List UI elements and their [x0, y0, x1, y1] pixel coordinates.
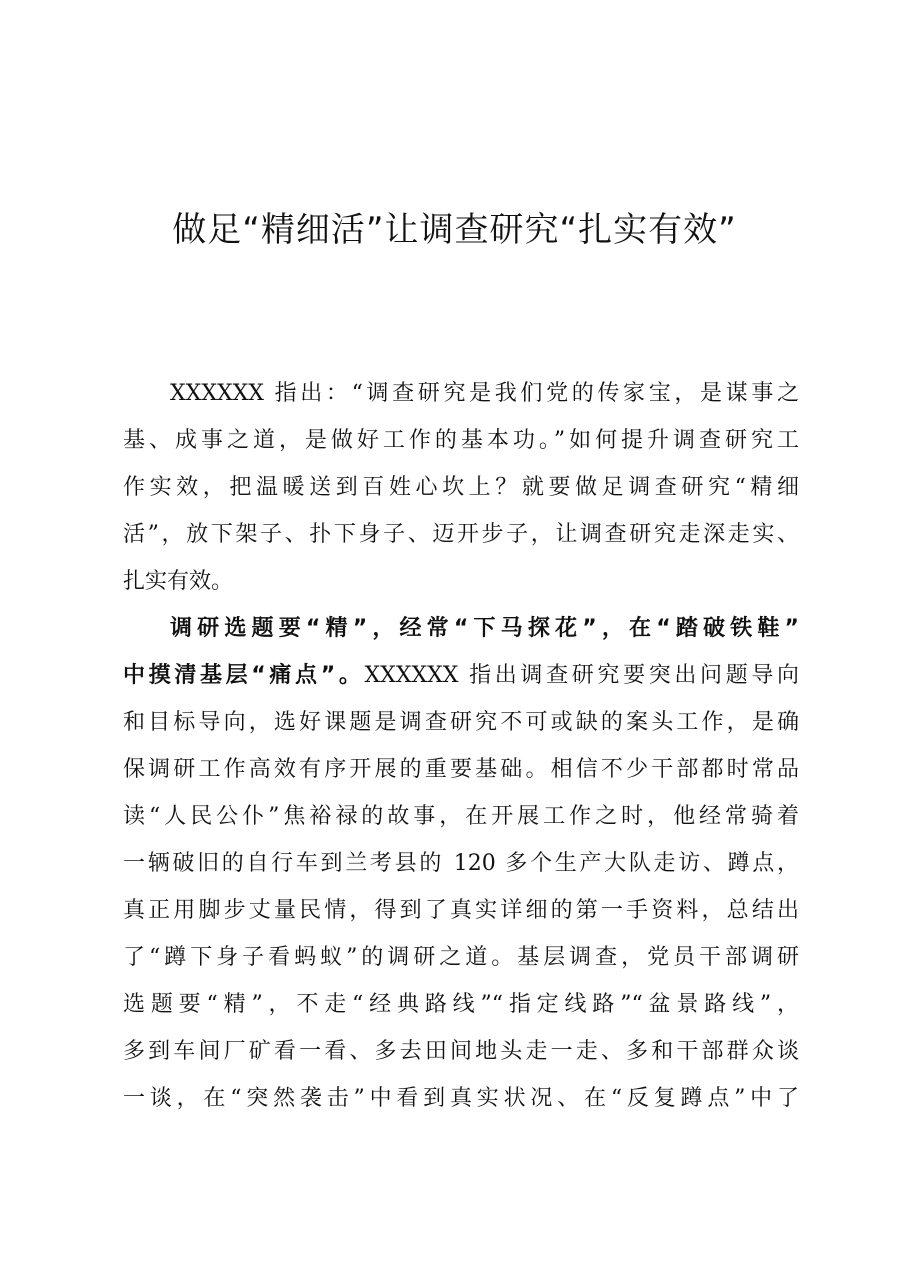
paragraph-intro [123, 374, 799, 609]
paragraph-line: 选题要“精”，不走“经典路线”“指定线路”“盆景路线”， [123, 992, 799, 1017]
paragraph-lead-line: 调研选题要“精”，经常“下马探花”，在“踏破铁鞋” [170, 616, 799, 641]
paragraph-line: 基、成事之道，是做好工作的基本功。”如何提升调查研究工 [123, 428, 799, 453]
paragraph-line: 作实效，把温暖送到百姓心坎上？就要做足调查研究“精细 [123, 475, 799, 500]
paragraph-lead-text: 中摸清基层“痛点”。 [123, 663, 365, 688]
paragraph-line: 保调研工作高效有序开展的重要基础。相信不少干部都时常品 [123, 757, 799, 782]
paragraph-line: 一辆破旧的自行车到兰考县的 120 多个生产大队走访、蹲点， [123, 851, 799, 876]
paragraph-line: 扎实有效。 [123, 569, 234, 594]
paragraph-line: 真正用脚步丈量民情，得到了真实详细的第一手资料，总结出 [123, 898, 799, 923]
paragraph-line: 读“人民公仆”焦裕禄的故事，在开展工作之时，他经常骑着 [123, 804, 799, 829]
paragraph-line: 和目标导向，选好课题是调查研究不可或缺的案头工作，是确 [123, 710, 799, 735]
paragraph-line: 活”，放下架子、扑下身子、迈开步子，让调查研究走深走实、 [123, 522, 799, 547]
paragraph-topic-selection [123, 609, 799, 1126]
document-title: 做足“精细活”让调查研究“扎实有效” [172, 210, 737, 250]
paragraph-line: 多到车间厂矿看一看、多去田间地头走一走、多和干部群众谈 [123, 1039, 799, 1064]
paragraph-line: 一谈，在“突然袭击”中看到真实状况、在“反复蹲点”中了 [123, 1086, 799, 1111]
paragraph-text: XXXXXX 指出调查研究要突出问题导向 [364, 663, 800, 688]
paragraph-line: XXXXXX 指出：“调查研究是我们党的传家宝，是谋事之 [170, 381, 799, 406]
paragraph-line-mixed [123, 656, 799, 703]
paragraph-line: 了“蹲下身子看蚂蚁”的调研之道。基层调查，党员干部调研 [123, 945, 799, 970]
document-body [123, 374, 799, 1126]
